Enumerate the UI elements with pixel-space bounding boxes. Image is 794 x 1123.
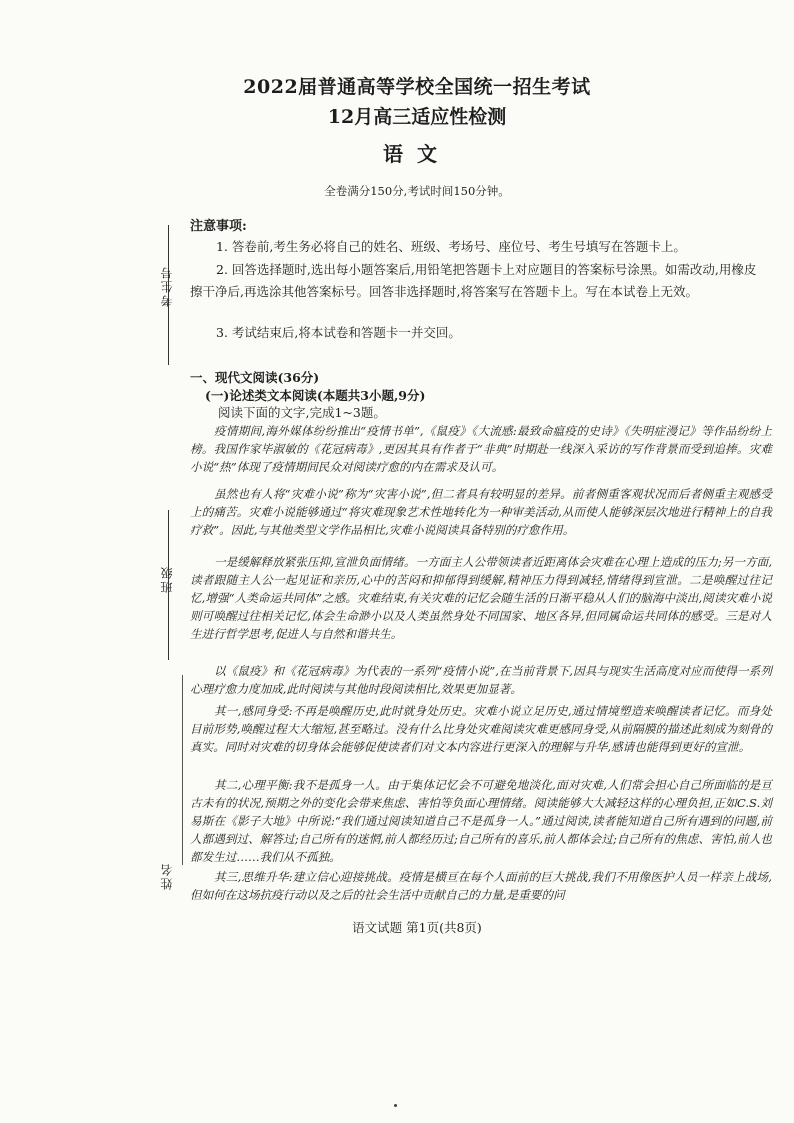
class-label: 班级 xyxy=(160,565,174,593)
notice-item-2: 2. 回答选择题时,选出每小题答案后,用铅笔把答题卡上对应题目的答案标号涂黑。如需改动,用橡皮擦干净后,再选涂其他答案标号。回答非选择题时,将答案写在答题卡上。写在本试卷上无效。 xyxy=(190,262,757,299)
exam-title: 2022届普通高等学校全国统一招生考试 xyxy=(243,76,591,98)
passage-paragraph-7: 其三,思维升华:建立信心迎接挑战。疫情是横亘在每个人面前的巨大挑战,我们不用像医护人员一样亲上战场,但如何在这场抗疫行动以及之后的社会生活中贡献自己的力量,是重要的问 xyxy=(190,870,772,902)
notice-item-3: 3. 考试结束后,将本试卷和答题卡一并交回。 xyxy=(216,325,461,340)
passage-paragraph-4: 以《鼠疫》和《花冠病毒》为代表的一系列“疫情小说”,在当前背景下,因具与现实生活高度对应而使得一系列心理疗愈力度加成,此时阅读与其他时段阅读相比,效果更加显著。 xyxy=(190,664,772,696)
passage-paragraph-3: 一是缓解释放紧张压抑,宣泄负面情绪。一方面主人公带领读者近距离体会灾难在心理上造成的压力;另一方面,读者跟随主人公一起见证和亲历,心中的苦闷和抑郁得到缓解,精神压力得到减轻,情绪得到宣泄。二是唤醒过往记忆,增强“人类命运共同体”之感。灾难结束,有关灾难的记忆会随生活的日渐平稳从人们的脑海中淡出,阅读灾难小说则可唤醒过往相关记忆,体会生命渺小以及人类虽然身处不同国家、地区各异,但同属命运共同体的感受。三是对人生进行哲学思考,促进人与自然和谐共生。 xyxy=(190,555,772,641)
exam-number-label: 考生号 xyxy=(160,265,174,307)
page-footer: 语文试题 第1页(共8页) xyxy=(352,920,482,935)
notice-heading: 注意事项: xyxy=(190,219,247,234)
passage-paragraph-1: 疫情期间,海外媒体纷纷推出“疫情书单”,《鼠疫》《大流感:最致命瘟疫的史诗》《失明症漫记》等作品纷纷上榜。我国作家毕淑敏的《花冠病毒》,更因其具有作者于“非典”时期赴一线深入采访的写作背景而受到追捧。灾难小说“热”体现了疫情期间民众对阅读疗愈的内在需求及认可。 xyxy=(190,424,772,474)
reading-instruction: 阅读下面的文字,完成1~3题。 xyxy=(218,405,386,420)
notice-item-1: 1. 答卷前,考生务必将自己的姓名、班级、考场号、座位号、考生号填写在答题卡上。 xyxy=(216,239,686,254)
section-heading: 一、现代文阅读(36分) xyxy=(190,370,320,385)
passage-paragraph-2: 虽然也有人将“灾难小说”称为“灾害小说”,但二者具有较明显的差异。前者侧重客观状况而后者侧重主观感受上的痛苦。灾难小说能够通过“将灾难现象艺术性地转化为一种审美活动,从而使人能够深层次地进行精神上的自我疗救”。因此,与其他类型文学作品相比,灾难小说阅读具备特别的疗愈作用。 xyxy=(190,487,772,537)
scan-speck xyxy=(394,1104,397,1107)
passage-paragraph-5: 其一,感同身受:不再是唤醒历史,此时就身处历史。灾难小说立足历史,通过情境塑造来唤醒读者记忆。而身处目前形势,唤醒过程大大缩短,甚至略过。没有什么比身处灾难阅读灾难更感同身受,从前隔膜的描述此刻成为刻骨的真实。同时对灾难的切身体会能够促使读者们对文本内容进行更深入的理解与升华,感请也能得到更好的宣泄。 xyxy=(190,704,772,754)
margin-rule-lower xyxy=(182,675,183,865)
subject-title: 语文 xyxy=(383,142,451,166)
subsection-heading: (一)论述类文本阅读(本题共3小题,9分) xyxy=(205,388,426,403)
name-label: 姓名 xyxy=(160,862,174,890)
score-time-note: 全卷满分150分,考试时间150分钟。 xyxy=(324,184,510,198)
exam-subtitle: 12月高三适应性检测 xyxy=(327,106,507,128)
passage-paragraph-6: 其二,心理平衡:我不是孤身一人。由于集体记忆会不可避免地淡化,面对灾难,人们常会担心自己所面临的是亘古未有的状况,预期之外的变化会带来焦虑、害怕等负面心理情绪。阅读能够大大减轻这样的心理负担,正如C.S.刘易斯在《影子大地》中所说:“我们通过阅读知道自己不是孤身一人。”通过阅读,读者能知道自己所有遇到的问题,前人都遇到过、解答过;自己所有的迷惘,前人都经历过;自己所有的喜乐,前人都体会过;自己所有的焦虑、害怕,前人也都发生过……我们从不孤独。 xyxy=(190,778,772,864)
